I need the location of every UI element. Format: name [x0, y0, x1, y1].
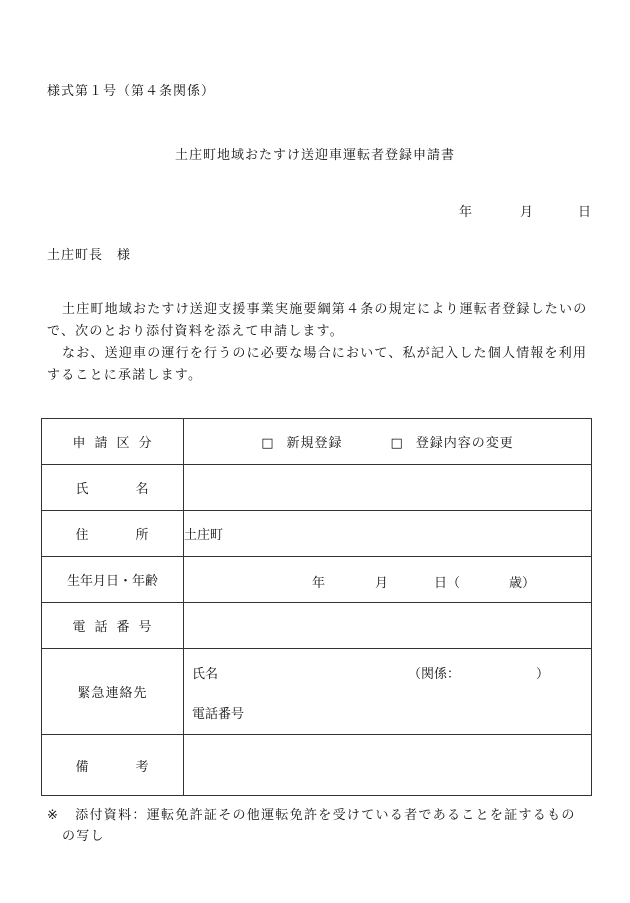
label-name: 氏 名 [42, 465, 184, 511]
note-text: 添付資料：運転免許証その他運転免許を受けている者であることを証するもの [75, 808, 576, 823]
row-remarks [42, 735, 592, 796]
age-label: 歳） [509, 575, 536, 591]
change-registration-checkbox[interactable]: □ [390, 436, 404, 451]
birthdate-age-field[interactable] [184, 557, 592, 603]
row-emergency-contact [42, 649, 592, 735]
form-number: 様式第１号（第４条関係） [47, 84, 216, 99]
row-phone [42, 603, 592, 649]
addressee: 土庄町長 様 [47, 248, 132, 263]
row-birthdate-age [42, 557, 592, 603]
row-name [42, 465, 592, 511]
row-application-type [42, 419, 592, 465]
birth-month-label: 月 [375, 575, 389, 591]
date-day-label: 日 [578, 205, 592, 220]
label-phone: 電 話 番 号 [42, 603, 184, 649]
label-remarks: 備 考 [42, 735, 184, 796]
label-application-type: 申 請 区 分 [42, 419, 184, 465]
emergency-name-label: 氏名 [192, 667, 219, 682]
statement-paragraph-1: 土庄町地域おたすけ送迎支援事業実施要綱第４条の規定により運転者登録したいので、次のとおり添付資料を添えて申請します。 [47, 302, 588, 339]
birth-day-label: 日（ [434, 575, 461, 591]
date-year-label: 年 [459, 205, 473, 220]
address-field[interactable]: 土庄町 [184, 511, 592, 557]
date-month-label: 月 [520, 205, 534, 220]
phone-field[interactable] [184, 603, 592, 649]
label-address: 住 所 [42, 511, 184, 557]
application-type-options [184, 419, 592, 465]
note-mark: ※ [47, 808, 60, 823]
remarks-field[interactable] [184, 735, 592, 796]
document-title: 土庄町地域おたすけ送迎車運転者登録申請書 [174, 148, 455, 163]
emergency-phone-label: 電話番号 [192, 707, 245, 722]
new-registration-label: 新規登録 [286, 436, 343, 451]
option-change-registration[interactable] [391, 432, 514, 451]
name-field[interactable] [184, 465, 592, 511]
application-statement [47, 299, 589, 387]
attachment-note [47, 805, 592, 847]
change-registration-label: 登録内容の変更 [415, 436, 514, 451]
label-birthdate-age: 生年月日・年齢 [42, 557, 184, 603]
statement-paragraph-2: なお、送迎車の運行を行うのに必要な場合において、私が記入した個人情報を利用することに承諾します。 [47, 346, 588, 383]
row-address [42, 511, 592, 557]
birth-year-label: 年 [312, 575, 326, 591]
emergency-relation-open: （関係： [408, 667, 461, 682]
option-new-registration[interactable] [261, 432, 342, 451]
label-emergency-contact: 緊急連絡先 [42, 649, 184, 735]
note-text-continued: の写し [62, 829, 105, 844]
new-registration-checkbox[interactable]: □ [261, 436, 275, 451]
emergency-contact-field[interactable] [184, 649, 592, 735]
application-form-table [41, 418, 592, 796]
emergency-relation-close: ） [536, 667, 550, 682]
